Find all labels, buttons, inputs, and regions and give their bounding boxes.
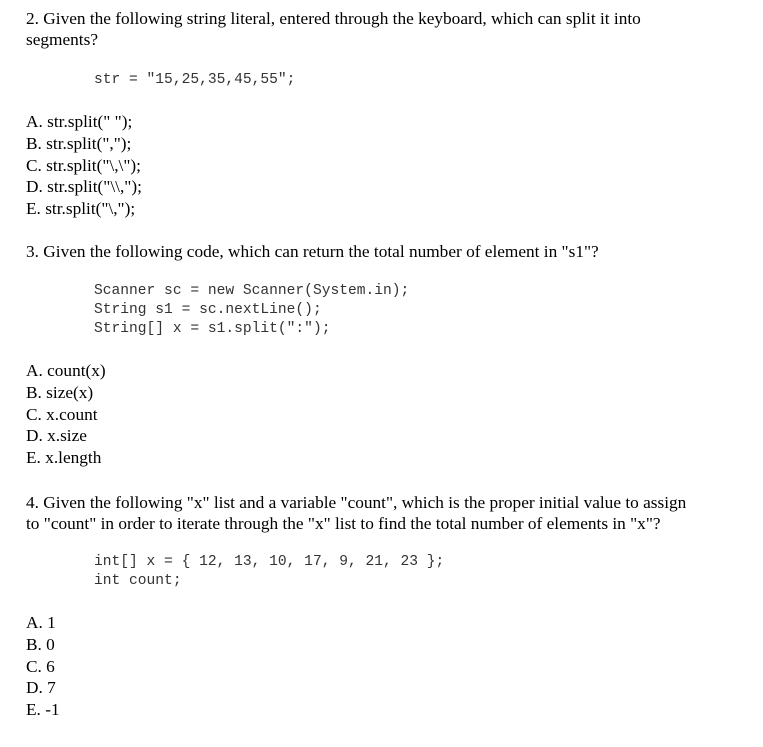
option-d: D. 7 (26, 678, 56, 698)
option-d: D. x.size (26, 426, 87, 446)
question-2-code (94, 71, 295, 90)
code-line: String[] x = s1.split(":"); (94, 321, 331, 337)
option-d: D. str.split("\\,"); (26, 177, 142, 197)
question-3-code (94, 282, 409, 339)
question-4-text-line-1: 4. Given the following "x" list and a variable "count", which is the proper initial value to assign (26, 493, 687, 512)
code-line: str = "15,25,35,45,55"; (94, 72, 296, 88)
option-e: E. str.split("\,"); (26, 199, 136, 219)
question-4-text-line-2: to "count" in order to iterate through the "x" list to find the total number of elements in "x"? (26, 514, 661, 533)
option-b: B. size(x) (26, 382, 94, 402)
option-c: C. str.split("\,\"); (26, 155, 141, 175)
option-b: B. 0 (26, 634, 55, 654)
code-line: Scanner sc = new Scanner(System.in); (94, 283, 410, 299)
question-4-options (26, 612, 60, 721)
option-a: A. str.split(" "); (26, 112, 133, 131)
option-a: A. 1 (26, 613, 56, 632)
question-3-options (26, 360, 106, 469)
option-c: C. 6 (26, 656, 55, 676)
option-e: E. -1 (26, 700, 60, 720)
question-2-options (26, 111, 142, 220)
option-c: C. x.count (26, 404, 98, 424)
question-2-text-line-1: 2. Given the following string literal, entered through the keyboard, which can split it into (26, 9, 641, 28)
question-2-text-line-2: segments? (26, 30, 98, 49)
question-4-code (94, 553, 444, 591)
code-line: int[] x = { 12, 13, 10, 17, 9, 21, 23 }; (94, 554, 445, 570)
option-a: A. count(x) (26, 361, 106, 380)
option-e: E. x.length (26, 448, 102, 468)
option-b: B. str.split(","); (26, 133, 132, 153)
code-line: String s1 = sc.nextLine(); (94, 302, 322, 318)
question-3-text: 3. Given the following code, which can return the total number of element in "s1"? (26, 242, 599, 261)
code-line: int count; (94, 573, 182, 589)
